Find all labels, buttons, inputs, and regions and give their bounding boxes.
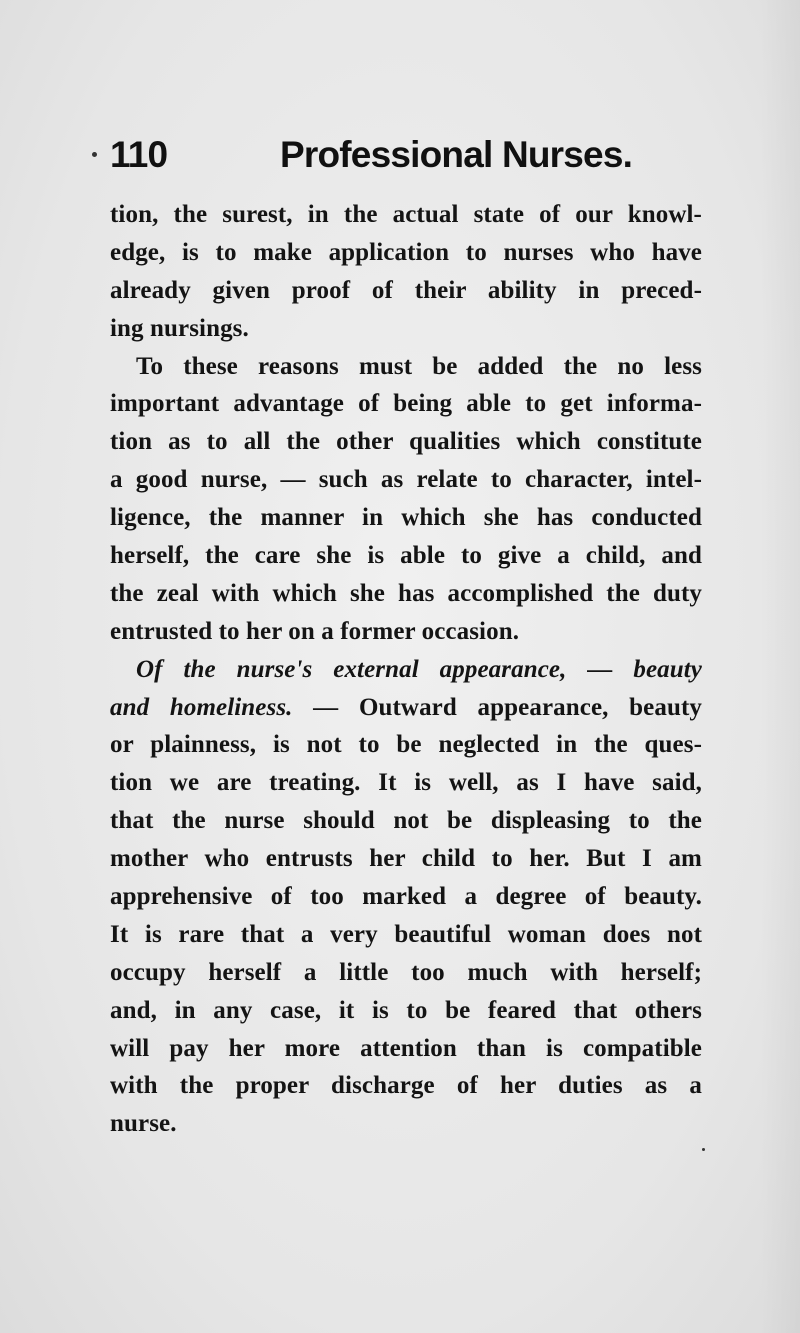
text-line: that the nurse should not be displeasing to the: [110, 807, 702, 835]
text-line: will pay her more attention than is compatible: [110, 1034, 702, 1062]
section-heading-rest: — Outward appearance, beauty: [292, 693, 702, 721]
text-line: a good nurse, — such as relate to character, intel-: [110, 466, 702, 494]
body-text: [110, 196, 702, 1143]
text-line: the zeal with which she has accomplished the duty: [110, 579, 702, 607]
section-heading-line: [110, 689, 702, 727]
text-line: tion as to all the other qualities which constitute: [110, 428, 702, 456]
text-line: important advantage of being able to get informa-: [110, 390, 702, 418]
section-heading-italic: and homeliness.: [110, 693, 293, 721]
text-line: and, in any case, it is to be feared that others: [110, 996, 702, 1024]
text-line: apprehensive of too marked a degree of beauty.: [110, 883, 702, 911]
page-number: 110: [110, 134, 168, 175]
page-edge-shadow: [760, 0, 800, 1333]
text-line: herself, the care she is able to give a child, and: [110, 542, 702, 570]
running-title: Professional Nurses.: [280, 134, 633, 175]
text-line: To these reasons must be added the no less: [136, 352, 702, 380]
text-line: entrusted to her on a former occasion.: [110, 617, 520, 645]
text-line: already given proof of their ability in preced-: [110, 276, 702, 304]
text-line: nurse.: [110, 1110, 177, 1138]
text-line: or plainness, is not to be neglected in the ques-: [110, 731, 702, 759]
text-line: tion, the surest, in the actual state of our knowl-: [110, 201, 702, 228]
text-line: ligence, the manner in which she has conducted: [110, 504, 702, 532]
text-line: tion we are treating. It is well, as I have said,: [110, 769, 702, 797]
running-head: [110, 134, 710, 186]
text-line: occupy herself a little too much with herself;: [110, 958, 702, 986]
paper-speck: [702, 1148, 705, 1151]
text-line: ing nursings.: [110, 314, 249, 342]
text-line: It is rare that a very beautiful woman does not: [110, 920, 702, 948]
text-line: edge, is to make application to nurses who have: [110, 238, 702, 266]
text-line: mother who entrusts her child to her. But I am: [110, 845, 702, 873]
section-heading-line: Of the nurse's external appearance, — beauty: [136, 655, 702, 683]
margin-dot: [92, 152, 97, 157]
text-line: with the proper discharge of her duties as a: [110, 1072, 702, 1100]
